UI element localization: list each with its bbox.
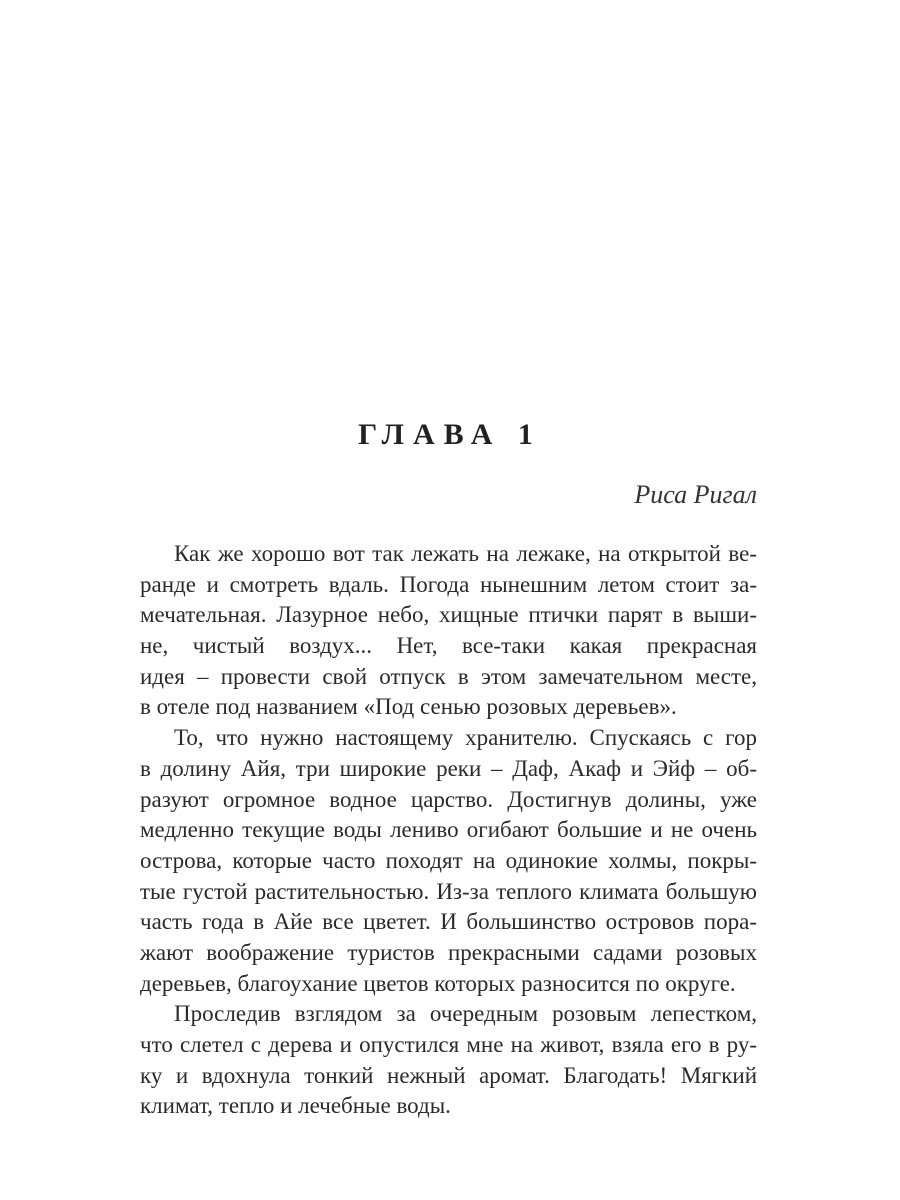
text-line: в отеле под названием «Под сенью розовых деревьев». xyxy=(140,694,677,720)
text-line: климат, тепло и лечебные воды. xyxy=(140,1093,451,1119)
body-text xyxy=(140,539,757,1122)
text-line: медленно текущие воды лениво огибают большие и не очень xyxy=(140,817,757,843)
text-line: То, что нужно настоящему хранителю. Спускаясь с гор xyxy=(174,725,757,751)
text-line: не, чистый воздух... Нет, все-таки какая прекрасная xyxy=(140,633,757,659)
text-line: тые густой растительностью. Из-за теплого климата большую xyxy=(140,878,757,904)
text-line: идея – провести свой отпуск в этом замечательном месте, xyxy=(140,663,757,689)
text-line: деревьев, благоухание цветов которых разносится по округе. xyxy=(140,970,736,996)
chapter-author: Риса Ригал xyxy=(634,480,757,509)
text-line: Как же хорошо вот так лежать на лежаке, на открытой ве- xyxy=(174,541,757,566)
text-line: разуют огромное водное царство. Достигнув долины, уже xyxy=(140,786,757,812)
text-line: ку и вдохнула тонкий нежный аромат. Благодать! Мягкий xyxy=(140,1062,757,1088)
chapter-title: ГЛАВА 1 xyxy=(358,418,542,451)
text-line: острова, которые часто походят на одинокие холмы, покры- xyxy=(140,847,757,873)
text-line: Проследив взглядом за очередным розовым лепестком, xyxy=(174,1001,757,1027)
text-line: ранде и смотреть вдаль. Погода нынешним летом стоит за- xyxy=(140,571,757,597)
text-line: жают воображение туристов прекрасными садами розовых xyxy=(140,939,757,965)
text-line: часть года в Айе все цветет. И большинство островов пора- xyxy=(140,909,757,935)
text-line: мечательная. Лазурное небо, хищные птички парят в выши- xyxy=(140,602,757,628)
text-line: что слетел с дерева и опустился мне на живот, взяла его в ру- xyxy=(140,1032,757,1057)
text-line: в долину Айя, три широкие реки – Даф, Акаф и Эйф – об- xyxy=(140,755,757,781)
